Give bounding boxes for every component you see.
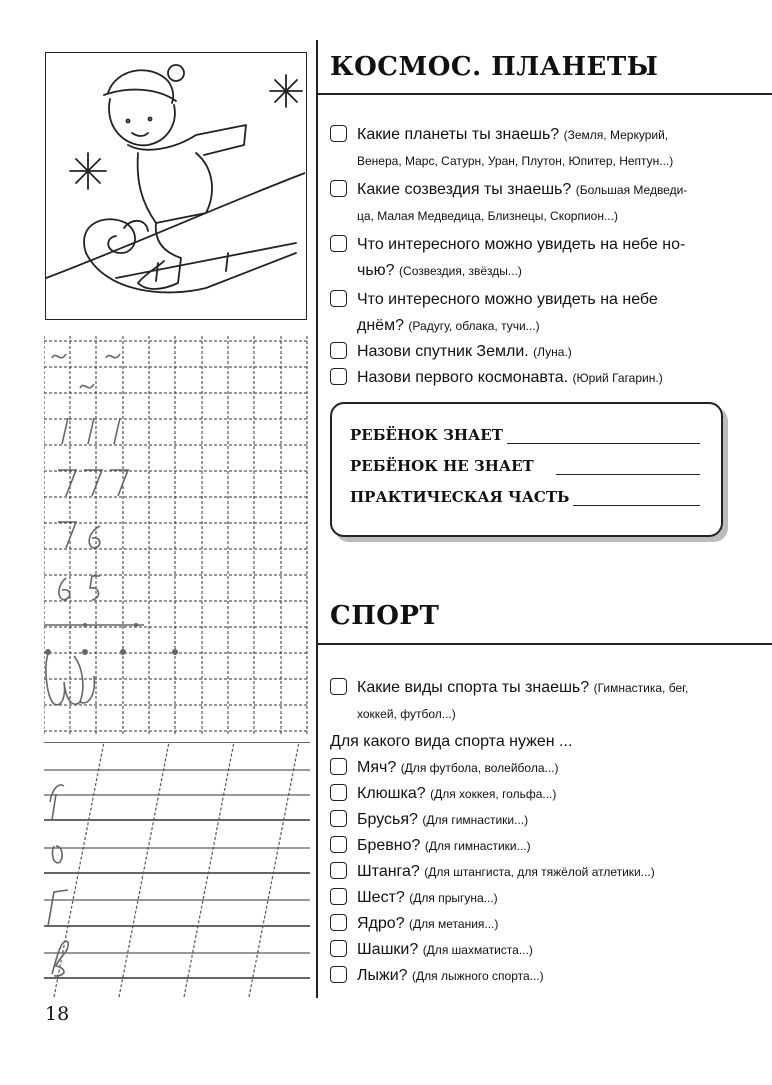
sport-item — [330, 937, 760, 963]
knows-blank[interactable] — [507, 427, 700, 444]
sport-item — [330, 859, 760, 885]
question-text: чью? — [357, 262, 395, 279]
answer-hint: (Радугу, облака, тучи...) — [408, 319, 540, 333]
checkbox[interactable] — [330, 125, 347, 142]
answer-hint: (Юрий Гагарин.) — [572, 371, 663, 385]
not-knows-row — [350, 457, 700, 475]
space-question-6 — [330, 365, 730, 391]
checkbox[interactable] — [330, 180, 347, 197]
question-text: Брусья? — [357, 811, 418, 828]
question-text: Какие созвездия ты знаешь? — [357, 181, 572, 198]
child-on-sled-illustration — [46, 53, 305, 318]
assessment-box — [330, 402, 723, 537]
answer-hint: (Для гимнастики...) — [424, 839, 531, 853]
sport-item — [330, 807, 760, 833]
answer-hint: (Луна.) — [533, 345, 572, 359]
checkbox[interactable] — [330, 810, 347, 827]
checkbox[interactable] — [330, 836, 347, 853]
question-text: Клюшка? — [357, 785, 426, 802]
checkbox[interactable] — [330, 888, 347, 905]
checkbox[interactable] — [330, 914, 347, 931]
question-text: Назови первого космонавта. — [357, 369, 569, 386]
checkbox[interactable] — [330, 966, 347, 983]
question-text: Что интересного можно увидеть на небе но- — [357, 236, 686, 253]
answer-hint: (Для футбола, волейбола...) — [400, 761, 559, 775]
copybook-slanted-lines — [44, 742, 310, 997]
checkbox[interactable] — [330, 678, 347, 695]
coloring-picture-frame — [45, 52, 307, 320]
knows-row — [350, 426, 700, 444]
question-text: Шашки? — [357, 941, 419, 958]
question-text: Мяч? — [357, 759, 397, 776]
section-title-sport: СПОРТ — [330, 601, 440, 631]
question-text: Ядро? — [357, 915, 405, 932]
checkbox[interactable] — [330, 862, 347, 879]
question-text: днём? — [357, 317, 404, 334]
checkbox[interactable] — [330, 290, 347, 307]
sport-item — [330, 833, 760, 859]
answer-hint: Венера, Марс, Сатурн, Уран, Плутон, Юпитер, Нептун...) — [357, 154, 674, 168]
answer-hint: (Для прыгуна...) — [409, 891, 498, 905]
question-text: Какие планеты ты знаешь? — [357, 126, 560, 143]
practical-row — [350, 488, 700, 506]
checkbox[interactable] — [330, 235, 347, 252]
checkbox[interactable] — [330, 342, 347, 359]
space-question-1 — [330, 122, 730, 174]
question-text: Шест? — [357, 889, 405, 906]
checkbox[interactable] — [330, 784, 347, 801]
answer-hint: (Для шахматиста...) — [422, 943, 533, 957]
knows-label: РЕБЁНОК ЗНАЕТ — [350, 426, 503, 444]
answer-hint: (Созвездия, звёзды...) — [399, 264, 522, 278]
practical-blank[interactable] — [573, 489, 700, 506]
answer-hint: (Земля, Меркурий, — [563, 128, 669, 142]
sport-item — [330, 755, 760, 781]
sport-lead: Для какого вида спорта нужен ... — [330, 733, 573, 750]
answer-hint: (Для штангиста, для тяжёлой атлетики...) — [424, 865, 655, 879]
copybook-grid — [44, 336, 310, 734]
sport-item — [330, 781, 760, 807]
question-text: Что интересного можно увидеть на небе — [357, 291, 658, 308]
checkbox[interactable] — [330, 368, 347, 385]
space-questions — [330, 122, 730, 391]
sport-item — [330, 885, 760, 911]
sport-question-1 — [330, 675, 760, 727]
page-number: 18 — [45, 1003, 70, 1025]
question-text: Лыжи? — [357, 967, 408, 984]
answer-hint: (Большая Медведи- — [575, 183, 688, 197]
space-question-5 — [330, 339, 730, 365]
space-title-rule — [316, 93, 772, 95]
not-knows-blank[interactable] — [556, 458, 700, 475]
section-title-space: КОСМОС. ПЛАНЕТЫ — [330, 52, 659, 82]
column-divider — [316, 40, 318, 998]
space-question-2 — [330, 177, 730, 229]
space-question-4 — [330, 287, 730, 339]
not-knows-label: РЕБЁНОК НЕ ЗНАЕТ — [350, 457, 534, 475]
sport-item — [330, 963, 760, 989]
answer-hint: (Для гимнастики...) — [422, 813, 529, 827]
answer-hint: (Для хоккея, гольфа...) — [430, 787, 557, 801]
checkbox[interactable] — [330, 758, 347, 775]
question-text: Бревно? — [357, 837, 421, 854]
space-question-3 — [330, 232, 730, 284]
sport-item — [330, 911, 760, 937]
practical-label: ПРАКТИЧЕСКАЯ ЧАСТЬ — [350, 488, 570, 506]
sport-title-rule — [316, 643, 772, 645]
question-text: Штанга? — [357, 863, 420, 880]
answer-hint: хоккей, футбол...) — [357, 707, 456, 721]
sport-questions — [330, 675, 760, 989]
answer-hint: ца, Малая Медведица, Близнецы, Скорпион...) — [357, 209, 618, 223]
answer-hint: (Для метания...) — [409, 917, 499, 931]
answer-hint: (Для лыжного спорта...) — [412, 969, 544, 983]
question-text: Какие виды спорта ты знаешь? — [357, 679, 590, 696]
question-text: Назови спутник Земли. — [357, 343, 529, 360]
checkbox[interactable] — [330, 940, 347, 957]
answer-hint: (Гимнастика, бег, — [593, 681, 689, 695]
